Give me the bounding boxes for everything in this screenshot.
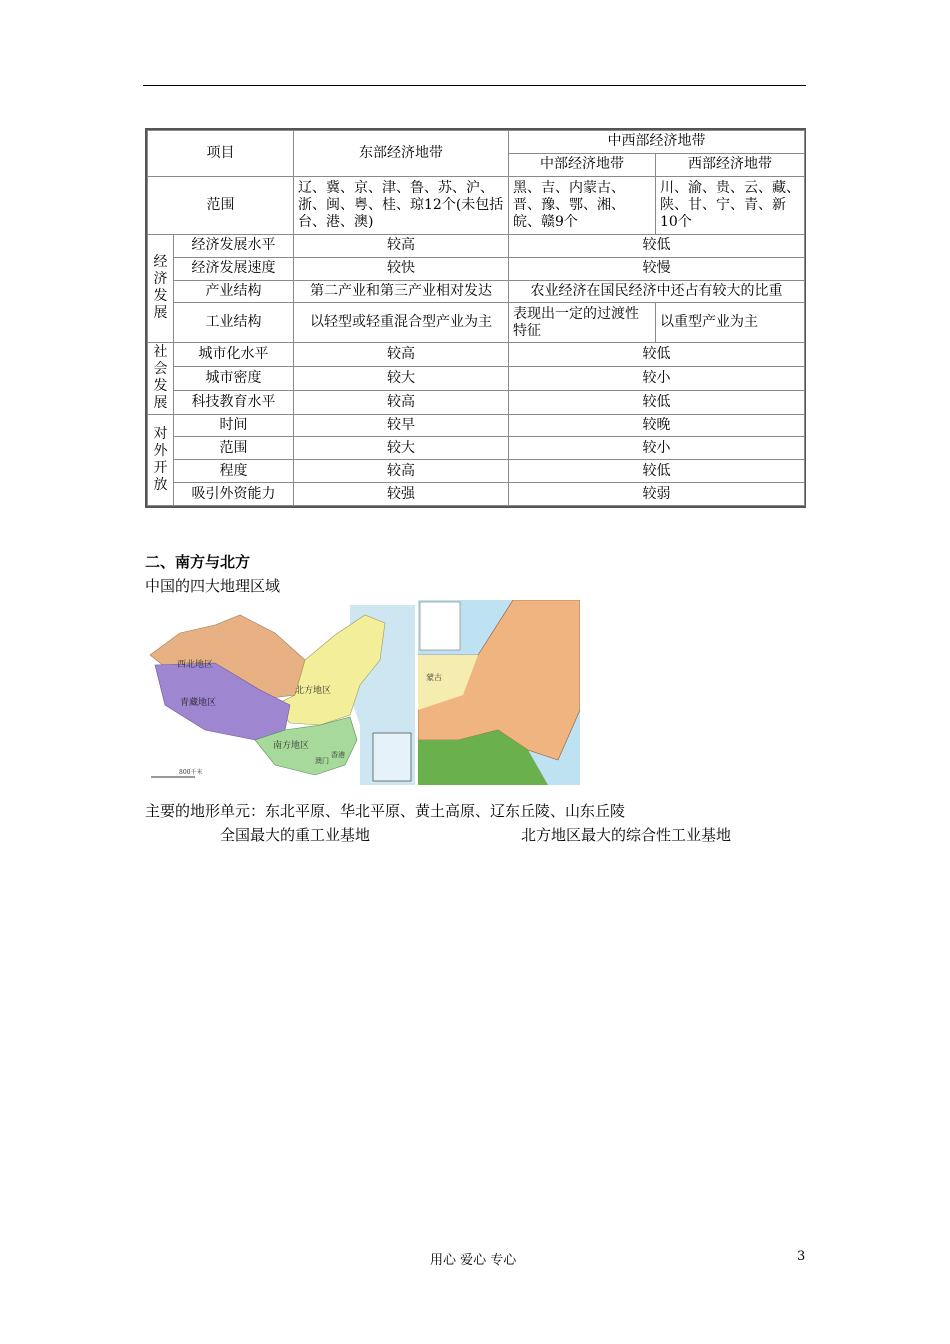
row-label: 产业结构 bbox=[174, 280, 294, 303]
row-east: 较高 bbox=[294, 460, 509, 483]
row-central-west: 较小 bbox=[509, 366, 805, 390]
row-central: 表现出一定的过渡性特征 bbox=[509, 303, 656, 342]
row-label: 范围 bbox=[174, 437, 294, 460]
row-east: 较高 bbox=[294, 234, 509, 257]
row-label: 经济发展速度 bbox=[174, 257, 294, 280]
row-central-west: 较小 bbox=[509, 437, 805, 460]
row-label: 程度 bbox=[174, 460, 294, 483]
scope-east: 辽、冀、京、津、鲁、苏、沪、浙、闽、粤、桂、琼12个(未包括台、港、澳) bbox=[294, 176, 509, 234]
category-society: 社 会 发 展 bbox=[148, 342, 174, 414]
label-north: 北方地区 bbox=[295, 686, 332, 696]
row-central-west: 较晚 bbox=[509, 414, 805, 437]
label-mongolia: 蒙古 bbox=[426, 673, 442, 682]
scope-central: 黑、吉、内蒙古、晋、豫、鄂、湘、皖、赣9个 bbox=[509, 176, 656, 234]
row-east: 以轻型或轻重混合型产业为主 bbox=[294, 303, 509, 342]
row-label: 吸引外资能力 bbox=[174, 483, 294, 506]
south-sea-inset bbox=[373, 733, 411, 781]
label-macau: 澳门 bbox=[315, 757, 329, 765]
row-east: 第二产业和第三产业相对发达 bbox=[294, 280, 509, 303]
northeast-map bbox=[418, 600, 580, 785]
category-opening: 对 外 开 放 bbox=[148, 414, 174, 505]
row-east: 较早 bbox=[294, 414, 509, 437]
row-east: 较强 bbox=[294, 483, 509, 506]
section-title: 二、南方与北方 bbox=[145, 553, 251, 571]
row-central-west: 较慢 bbox=[509, 257, 805, 280]
header-rule bbox=[143, 85, 806, 86]
row-east: 较高 bbox=[294, 390, 509, 414]
label-hongkong: 香港 bbox=[331, 751, 345, 759]
row-east: 较快 bbox=[294, 257, 509, 280]
label-south: 南方地区 bbox=[273, 741, 310, 751]
row-central-west: 较低 bbox=[509, 342, 805, 366]
row-east: 较高 bbox=[294, 342, 509, 366]
row-west: 以重型产业为主 bbox=[656, 303, 805, 342]
caption-right: 北方地区最大的综合性工业基地 bbox=[521, 826, 732, 844]
header-central: 中部经济地带 bbox=[509, 153, 656, 176]
scope-west: 川、渝、贵、云、藏、陕、甘、宁、青、新10个 bbox=[656, 176, 805, 234]
footer-text: 用心 爱心 专心 bbox=[430, 1253, 517, 1268]
label-tibet: 青藏地区 bbox=[180, 698, 217, 708]
map2-inset bbox=[420, 602, 460, 650]
page-number: 3 bbox=[797, 1249, 806, 1264]
row-label: 时间 bbox=[174, 414, 294, 437]
row-label: 工业结构 bbox=[174, 303, 294, 342]
china-regions-map bbox=[145, 605, 415, 785]
economic-zones-table bbox=[145, 128, 806, 508]
row-central-west: 较低 bbox=[509, 390, 805, 414]
subtitle: 中国的四大地理区域 bbox=[145, 577, 281, 595]
label-northwest: 西北地区 bbox=[177, 660, 214, 670]
header-west: 西部经济地带 bbox=[656, 153, 805, 176]
row-east: 较大 bbox=[294, 366, 509, 390]
row-central-west: 较低 bbox=[509, 234, 805, 257]
row-central-west: 较弱 bbox=[509, 483, 805, 506]
landforms-text: 主要的地形单元：东北平原、华北平原、黄土高原、辽东丘陵、山东丘陵 bbox=[145, 802, 626, 820]
label-scale: 800千米 bbox=[179, 769, 203, 776]
row-label: 城市密度 bbox=[174, 366, 294, 390]
header-item: 项目 bbox=[148, 131, 294, 177]
caption-left: 全国最大的重工业基地 bbox=[220, 826, 371, 844]
category-economy: 经 济 发 展 bbox=[148, 234, 174, 342]
header-east: 东部经济地带 bbox=[294, 131, 509, 177]
row-central-west: 农业经济在国民经济中还占有较大的比重 bbox=[509, 280, 805, 303]
scope-label: 范围 bbox=[148, 176, 294, 234]
header-central-west: 中西部经济地带 bbox=[509, 131, 805, 154]
row-central-west: 较低 bbox=[509, 460, 805, 483]
row-label: 科技教育水平 bbox=[174, 390, 294, 414]
row-east: 较大 bbox=[294, 437, 509, 460]
row-label: 城市化水平 bbox=[174, 342, 294, 366]
row-label: 经济发展水平 bbox=[174, 234, 294, 257]
